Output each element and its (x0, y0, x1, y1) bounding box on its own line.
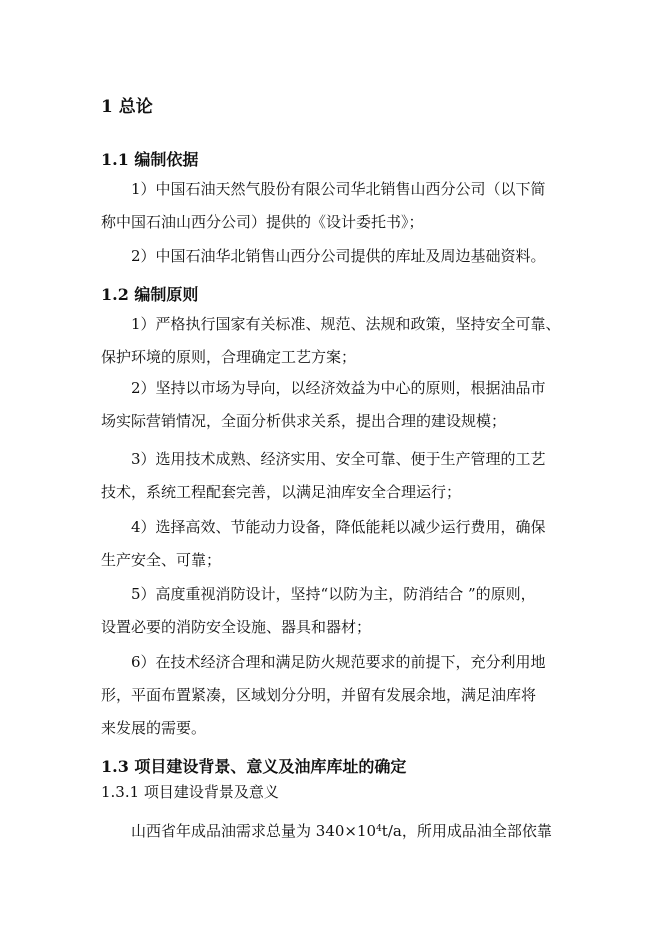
text-line: 设置必要的消防安全设施、器具和器材； (101, 618, 372, 636)
text-line: 1）严格执行国家有关标准、规范、法规和政策，坚持安全可靠、 (131, 315, 561, 333)
text-line: 场实际营销情况，全面分析供求关系，提出合理的建设规模； (101, 412, 507, 430)
text-line: 形，平面布置紧凑，区域划分分明，并留有发展余地，满足油库将 (101, 686, 537, 704)
paragraph-1-2-item-6 (101, 646, 561, 745)
paragraph-1-2-item-5 (101, 578, 561, 644)
section-heading-1-1: 1.1 编制依据 (101, 150, 199, 169)
superscript: 4 (376, 824, 382, 834)
text-line: 技术，系统工程配套完善，以满足油库安全合理运行； (101, 483, 462, 501)
paragraph-1-1-item-1 (101, 173, 561, 239)
text-line: 4）选择高效、节能动力设备，降低能耗以减少运行费用，确保 (131, 518, 546, 536)
text-line (101, 815, 561, 848)
text-line: 2）中国石油华北销售山西分公司提供的库址及周边基础资料。 (131, 247, 546, 265)
paragraph-1-3-1 (101, 815, 561, 848)
paragraph-1-2-item-4 (101, 511, 561, 577)
chapter-heading: 1 总论 (101, 97, 153, 117)
paragraph-1-2-item-2 (101, 372, 561, 438)
text-run: 山西省年成品油需求总量为 340×10 (131, 822, 377, 840)
subsection-heading-1-3-1: 1.3.1 项目建设背景及意义 (101, 783, 279, 801)
text-line: 6）在技术经济合理和满足防火规范要求的前提下，充分利用地 (131, 653, 546, 671)
paragraph-1-2-item-1 (101, 308, 561, 374)
text-line: 称中国石油山西分公司）提供的《设计委托书》； (101, 213, 424, 231)
text-line: 3）选用技术成熟、经济实用、安全可靠、便于生产管理的工艺 (131, 450, 546, 468)
paragraph-1-2-item-3 (101, 443, 561, 509)
text-line: 5）高度重视消防设计，坚持“以防为主，防消结合 ”的原则， (131, 585, 536, 603)
section-heading-1-3: 1.3 项目建设背景、意义及油库库址的确定 (101, 757, 407, 776)
text-line: 2）坚持以市场为导向，以经济效益为中心的原则，根据油品市 (131, 379, 546, 397)
text-run: t/a，所用成品油全部依靠 (381, 822, 552, 840)
text-line: 保护环境的原则，合理确定工艺方案； (101, 348, 357, 366)
text-line: 来发展的需要。 (101, 719, 207, 737)
text-line: 生产安全、可靠； (101, 551, 222, 569)
section-heading-1-2: 1.2 编制原则 (101, 285, 199, 304)
text-line: 1）中国石油天然气股份有限公司华北销售山西分公司（以下简 (131, 180, 546, 198)
paragraph-1-1-item-2 (101, 240, 561, 273)
